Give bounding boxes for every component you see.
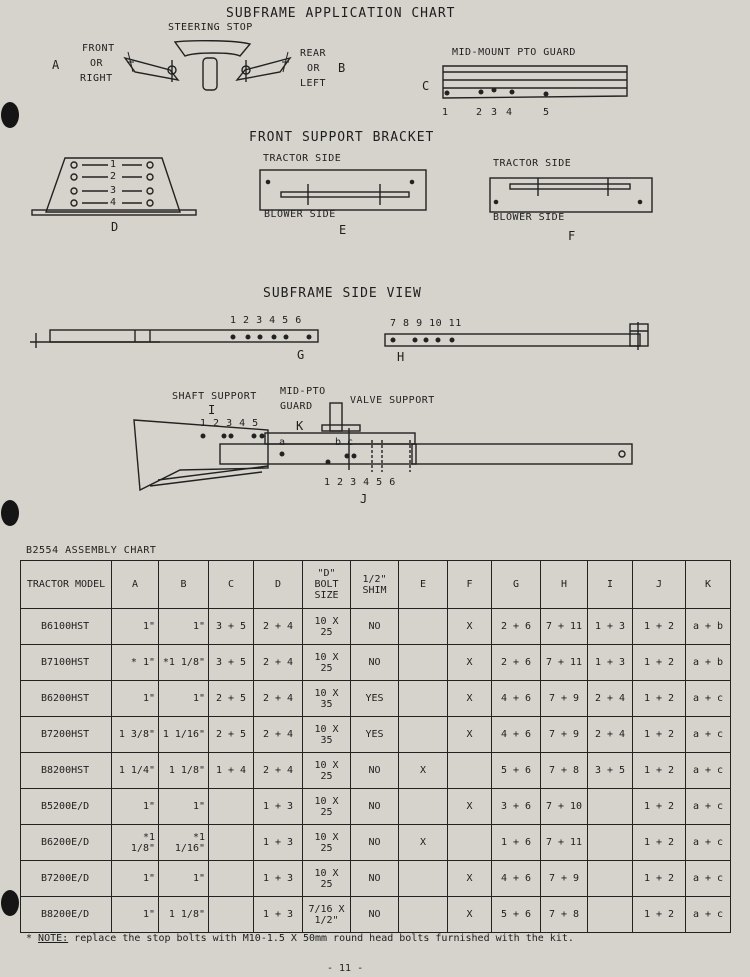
table-cell: 1 + 2 [633, 753, 686, 789]
d-number-1: 1 [110, 159, 117, 170]
d-number-4: 4 [110, 197, 117, 208]
table-cell: NO [351, 753, 399, 789]
label-j: J [360, 492, 368, 506]
j-letter-b: b [335, 437, 342, 448]
table-cell: a + c [686, 897, 731, 933]
table-cell: X [399, 825, 448, 861]
table-cell: 2 + 4 [254, 753, 303, 789]
tractor-model-cell: B7200HST [21, 717, 112, 753]
table-cell: * 1" [112, 645, 159, 681]
table-cell: 1 + 2 [633, 825, 686, 861]
or-label-front: OR [90, 58, 104, 69]
i-numbers: 1 2 3 4 5 [200, 418, 259, 429]
table-row [21, 753, 731, 789]
table-cell: 1 + 2 [633, 645, 686, 681]
table-cell [588, 897, 633, 933]
table-cell: 1 + 3 [254, 897, 303, 933]
side-view-title: SUBFRAME SIDE VIEW [263, 286, 422, 301]
d-number-2: 2 [110, 171, 117, 182]
table-cell: a + c [686, 753, 731, 789]
valve-support-label: VALVE SUPPORT [350, 395, 435, 406]
header-cell: C [209, 561, 254, 609]
rear-label: REAR [300, 48, 327, 59]
table-cell: 2 + 4 [254, 717, 303, 753]
label-b: B [338, 61, 346, 75]
table-cell: 10 X 25 [303, 861, 351, 897]
table-cell: 7 + 9 [541, 717, 588, 753]
table-cell: 3 + 5 [588, 753, 633, 789]
table-cell [588, 789, 633, 825]
table-cell: 10 X 35 [303, 681, 351, 717]
label-d: D [111, 220, 119, 234]
j-numbers: 1 2 3 4 5 6 [324, 477, 396, 488]
table-cell: 2 + 6 [492, 645, 541, 681]
c-number-2: 2 [476, 107, 483, 118]
table-cell: 4 + 6 [492, 681, 541, 717]
table-cell: 1 + 3 [254, 825, 303, 861]
table-row [21, 681, 731, 717]
table-cell: a + c [686, 681, 731, 717]
table-cell [399, 789, 448, 825]
guard-label: GUARD [280, 401, 313, 412]
c-number-5: 5 [543, 107, 550, 118]
table-cell: 3 + 6 [492, 789, 541, 825]
table-row [21, 897, 731, 933]
table-cell: X [448, 861, 492, 897]
tractor-model-cell: B8200E/D [21, 897, 112, 933]
table-cell: 1 + 4 [209, 753, 254, 789]
table-cell: 1 + 2 [633, 717, 686, 753]
table-cell: *1 1/8" [112, 825, 159, 861]
header-cell: H [541, 561, 588, 609]
table-cell: X [448, 645, 492, 681]
table-cell: 7 + 11 [541, 825, 588, 861]
table-cell: 1" [112, 861, 159, 897]
application-chart-title: SUBFRAME APPLICATION CHART [226, 6, 456, 21]
table-cell: YES [351, 681, 399, 717]
table-cell: 1" [159, 789, 209, 825]
table-cell [588, 825, 633, 861]
bracket-e-drawing [260, 170, 426, 210]
header-cell: "D" BOLT SIZE [303, 561, 351, 609]
mid-pto-label: MID-PTO [280, 386, 326, 397]
table-cell: NO [351, 609, 399, 645]
table-cell: NO [351, 825, 399, 861]
table-cell: 2 + 5 [209, 681, 254, 717]
table-cell: 1 1/8" [159, 897, 209, 933]
table-cell: 1 + 3 [254, 789, 303, 825]
tractor-model-cell: B7100HST [21, 645, 112, 681]
pto-guard-label: MID-MOUNT PTO GUARD [452, 47, 576, 58]
c-number-4: 4 [506, 107, 513, 118]
header-cell: G [492, 561, 541, 609]
label-c: C [422, 79, 430, 93]
front-support-title: FRONT SUPPORT BRACKET [249, 130, 435, 145]
table-cell: 1" [112, 609, 159, 645]
table-cell: 1 + 3 [588, 609, 633, 645]
table-cell: 1 + 2 [633, 681, 686, 717]
table-row [21, 645, 731, 681]
table-cell: *1 1/8" [159, 645, 209, 681]
table-row [21, 861, 731, 897]
table-cell: 7 + 9 [541, 681, 588, 717]
table-cell [448, 825, 492, 861]
table-row [21, 717, 731, 753]
table-cell: 1 1/4" [112, 753, 159, 789]
table-cell: NO [351, 789, 399, 825]
table-cell: 1 + 2 [633, 897, 686, 933]
table-cell: 10 X 25 [303, 645, 351, 681]
table-cell: X [448, 681, 492, 717]
table-cell: 3 + 5 [209, 645, 254, 681]
label-e: E [339, 223, 347, 237]
label-f: F [568, 229, 576, 243]
header-cell: A [112, 561, 159, 609]
j-letter-a: a [279, 437, 286, 448]
table-cell: 2 + 4 [254, 681, 303, 717]
table-cell: 10 X 25 [303, 789, 351, 825]
table-cell: a + c [686, 717, 731, 753]
subframe-g-drawing [30, 330, 318, 348]
table-cell: *1 1/16" [159, 825, 209, 861]
tractor-model-cell: B7200E/D [21, 861, 112, 897]
chart-caption: B2554 ASSEMBLY CHART [26, 545, 157, 556]
tractor-side-e: TRACTOR SIDE [263, 153, 342, 164]
table-cell: 1 1/8" [159, 753, 209, 789]
or-label-rear: OR [307, 63, 321, 74]
table-cell: a + c [686, 789, 731, 825]
table-cell: X [448, 897, 492, 933]
label-i: I [208, 403, 216, 417]
table-cell: 7 + 11 [541, 645, 588, 681]
h-numbers: 7 8 9 10 11 [390, 318, 462, 329]
header-cell: 1/2" SHIM [351, 561, 399, 609]
label-a: A [52, 58, 60, 72]
table-cell: 2 + 4 [588, 681, 633, 717]
header-cell: D [254, 561, 303, 609]
assembly-chart-table [20, 560, 731, 933]
table-row [21, 789, 731, 825]
tractor-model-cell: B5200E/D [21, 789, 112, 825]
header-cell: J [633, 561, 686, 609]
label-h: H [397, 350, 405, 364]
table-cell: 1 + 2 [633, 789, 686, 825]
table-cell [448, 753, 492, 789]
table-cell: 10 X 35 [303, 717, 351, 753]
table-row [21, 609, 731, 645]
table-cell: 1 + 2 [633, 609, 686, 645]
table-cell: 1 + 3 [254, 861, 303, 897]
table-cell: 2 + 6 [492, 609, 541, 645]
table-cell: a + c [686, 861, 731, 897]
table-cell: a + c [686, 825, 731, 861]
table-cell [209, 789, 254, 825]
steering-stop-drawing [125, 41, 290, 90]
pto-guard-drawing [443, 66, 627, 98]
blower-side-f: BLOWER SIDE [493, 212, 565, 223]
table-cell [588, 861, 633, 897]
shaft-support-label: SHAFT SUPPORT [172, 391, 257, 402]
tractor-side-f: TRACTOR SIDE [493, 158, 572, 169]
table-cell: 5 + 6 [492, 897, 541, 933]
right-label: RIGHT [80, 73, 113, 84]
header-cell: I [588, 561, 633, 609]
table-row [21, 825, 731, 861]
table-cell: 1 + 3 [588, 645, 633, 681]
table-cell: X [448, 609, 492, 645]
table-cell: 3 + 5 [209, 609, 254, 645]
j-letter-c: c [347, 437, 354, 448]
table-cell: 1 3/8" [112, 717, 159, 753]
table-cell: 1 + 2 [633, 861, 686, 897]
table-cell: 7 + 10 [541, 789, 588, 825]
table-cell: 10 X 25 [303, 825, 351, 861]
footnote-text: replace the stop bolts with M10-1.5 X 50mm round head bolts furnished with the kit. [68, 933, 574, 944]
table-cell: 2 + 4 [254, 609, 303, 645]
blower-side-e: BLOWER SIDE [264, 209, 336, 220]
table-cell: 1" [159, 861, 209, 897]
table-cell: 2 + 4 [254, 645, 303, 681]
header-cell: B [159, 561, 209, 609]
binder-hole-bottom [1, 890, 19, 916]
table-cell: 1" [159, 681, 209, 717]
table-cell: 7 + 11 [541, 609, 588, 645]
bracket-f-drawing [490, 178, 652, 212]
table-cell: a + b [686, 609, 731, 645]
table-cell [399, 717, 448, 753]
label-k: K [296, 419, 304, 433]
label-g: G [297, 348, 305, 362]
table-cell: 7/16 X 1/2" [303, 897, 351, 933]
table-cell [399, 681, 448, 717]
page-number: - 11 - [327, 963, 364, 974]
table-cell: X [399, 753, 448, 789]
table-cell: 1" [112, 789, 159, 825]
left-label: LEFT [300, 78, 327, 89]
table-cell: 10 X 25 [303, 609, 351, 645]
table-cell [399, 645, 448, 681]
d-number-3: 3 [110, 185, 117, 196]
table-cell: 1" [112, 681, 159, 717]
table-cell [399, 609, 448, 645]
table-cell: 1" [159, 609, 209, 645]
table-header-row [21, 561, 731, 609]
header-cell: E [399, 561, 448, 609]
table-cell: 5 + 6 [492, 753, 541, 789]
table-cell: 1 1/16" [159, 717, 209, 753]
table-cell [209, 861, 254, 897]
tractor-model-cell: B8200HST [21, 753, 112, 789]
table-cell: a + b [686, 645, 731, 681]
table-cell [399, 861, 448, 897]
table-cell: 7 + 8 [541, 753, 588, 789]
header-cell: K [686, 561, 731, 609]
footnote-star: * [26, 933, 39, 944]
table-cell: 2 + 5 [209, 717, 254, 753]
table-cell [209, 897, 254, 933]
c-number-3: 3 [491, 107, 498, 118]
table-cell: NO [351, 645, 399, 681]
table-cell [209, 825, 254, 861]
table-cell: 2 + 4 [588, 717, 633, 753]
table-cell [399, 897, 448, 933]
table-cell: 7 + 8 [541, 897, 588, 933]
table-cell: X [448, 717, 492, 753]
c-number-1: 1 [442, 107, 449, 118]
table-cell: NO [351, 861, 399, 897]
table-cell: 7 + 9 [541, 861, 588, 897]
table-cell: YES [351, 717, 399, 753]
header-cell: F [448, 561, 492, 609]
table-cell: 1" [112, 897, 159, 933]
tractor-model-cell: B6100HST [21, 609, 112, 645]
header-cell: TRACTOR MODEL [21, 561, 112, 609]
table-cell: NO [351, 897, 399, 933]
table-cell: 10 X 25 [303, 753, 351, 789]
table-cell: 4 + 6 [492, 717, 541, 753]
table-cell: X [448, 789, 492, 825]
tractor-model-cell: B6200HST [21, 681, 112, 717]
footnote [26, 933, 574, 944]
tractor-model-cell: B6200E/D [21, 825, 112, 861]
steering-stop-label: STEERING STOP [168, 22, 253, 33]
front-label: FRONT [82, 43, 115, 54]
table-cell: 1 + 6 [492, 825, 541, 861]
footnote-label: NOTE: [38, 933, 69, 944]
g-numbers: 1 2 3 4 5 6 [230, 315, 302, 326]
table-cell: 4 + 6 [492, 861, 541, 897]
